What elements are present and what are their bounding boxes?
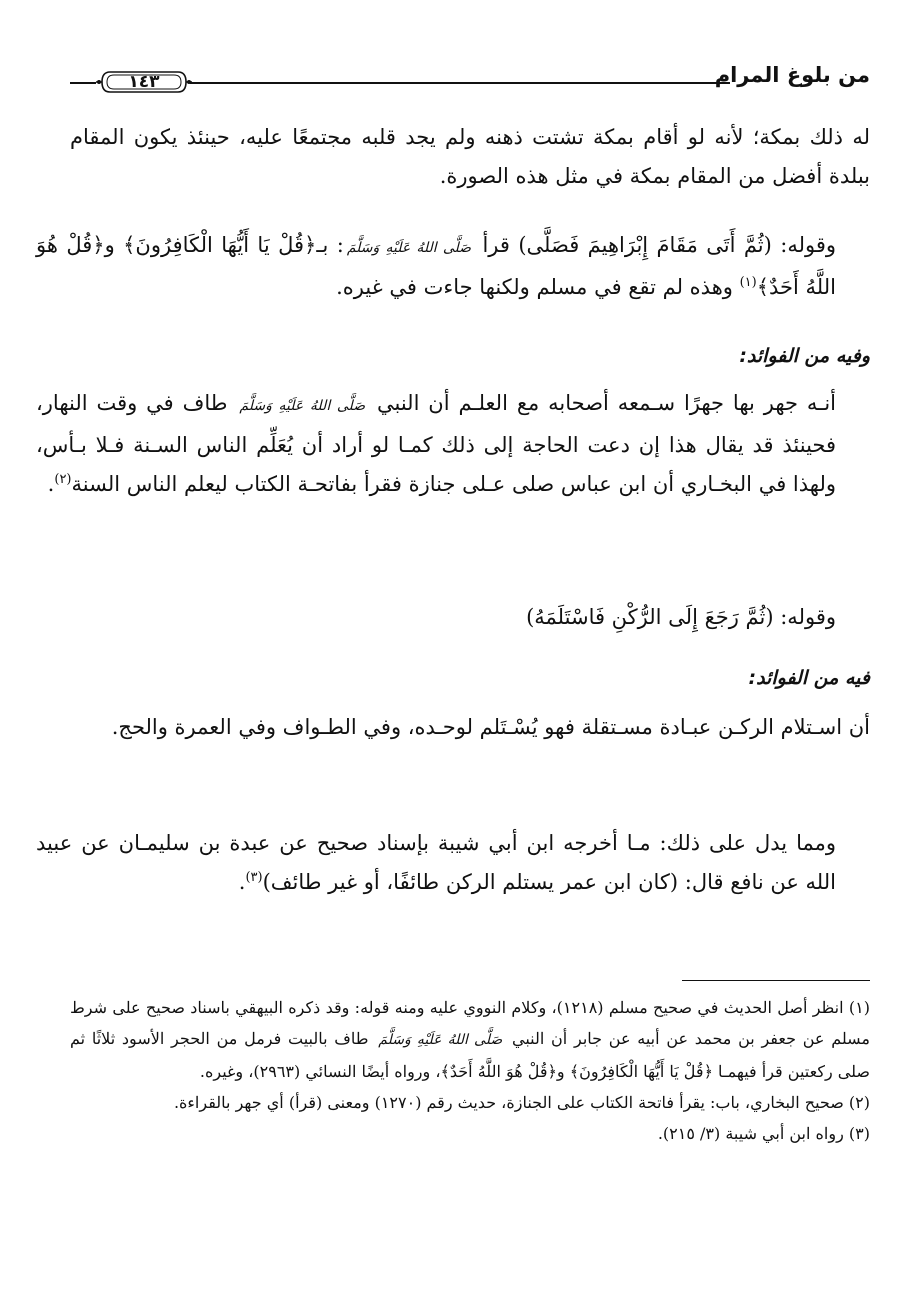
paragraph-2 [36,226,870,307]
paragraph-2-text-a: وقوله: (ثُمَّ أَتَى مَقَامَ إِبْرَاهِيمَ فَصَلَّى) قرأ [482,233,837,257]
footnote-3: (٣) رواه ابن أبي شيبة (٣/ ٢١٥). [657,1124,870,1143]
paragraph-6-text-c: . [238,870,246,894]
section-heading-benefits-2: فيه من الفوائد: [748,667,870,689]
footnote-1 [70,992,870,1087]
paragraph-3-text-a: أنـه جهر بها جهرًا سـمعه أصحابه مع العلـم أن النبي [377,391,836,415]
paragraph-3 [36,384,870,504]
footnote-ref-1[interactable]: (١) [739,275,757,290]
running-title: من بلوغ المرام [714,63,870,87]
footnote-ref-3[interactable]: (٣) [245,870,263,885]
page-number: ١٤٣ [128,72,160,92]
page-header [70,52,870,100]
book-page [36,52,871,1272]
footnotes [70,992,870,1149]
section-heading-benefits-1: وفيه من الفوائد: [739,345,870,367]
paragraph-3-text-b: طاف في وقت النهار، فحينئذ قد يقال هذا إن دعت الحاجة إلى ذلك كمـا لو أراد أن يُعَلِّم الناس السـنة فـلا بـأس، ولهذا في البخـاري أن ابن عباس صلى عـلى جنازة فقرأ بفاتحـة الكتاب ليعلم الناس السنة [36,391,836,496]
paragraph-2-text-c: وهذه لم تقع في مسلم ولكنها جاءت في غيره. [336,275,740,299]
paragraph-6 [36,824,870,902]
header-rule [190,82,730,84]
salawat-glyph: صَلَّى اللهُ عَلَيْهِ وَسَلَّمَ [239,398,366,414]
footnote-separator [682,980,870,981]
footnote-1-text-a: (١) انظر أصل الحديث في صحيح مسلم (١٢١٨)، وكلام النووي عليه ومنه قوله: وقد ذكره البيهقي باسناد صحيح على شرط مسلم عن جعفر بن محمد عن أبيه عن جابر أن النبي [70,998,871,1048]
footnote-ref-2[interactable]: (٢) [54,472,72,487]
paragraph-6-text-a: ومما يدل على ذلك: مـا أخرجه ابن أبي شيبة بإسناد صحيح عن عبدة بن سليمـان عن عبيد الله عن نافع قال: (كان ابن عمر يستلم الركن طائفًا، أو غير طائف) [36,831,836,894]
salawat-glyph: صَلَّى اللهُ عَلَيْهِ وَسَلَّمَ [346,240,472,256]
header-dash [70,82,96,84]
paragraph-3-text-c: . [47,472,55,496]
paragraph-2-text-b: : بـ﴿قُلْ يَا أَيُّهَا الْكَافِرُونَ﴾ و﴿قُلْ هُوَ اللَّهُ أَحَدٌ﴾ [36,233,836,299]
paragraph-4: وقوله: (ثُمَّ رَجَعَ إِلَى الرُّكْنِ فَاسْتَلَمَهُ) [526,605,836,629]
paragraph-5: أن اسـتلام الركـن عبـادة مسـتقلة فهو يُسْـتَلم لوحـده، وفي الطـواف وفي العمرة والحج. [111,715,870,739]
salawat-glyph: صَلَّى اللهُ عَلَيْهِ وَسَلَّمَ [378,1032,503,1048]
footnote-1-text-b: طاف بالبيت فرمل من الحجر الأسود ثلاثًا ثم صلى ركعتين قرأ فيهمـا ﴿قُلْ يَا أَيُّهَا الْكَافِرُونَ﴾ و﴿قُلْ هُوَ اللَّهُ أَحَدٌ﴾، ورواه أيضًا النسائي (٢٩٦٣)، وغيره. [70,1029,870,1081]
footnote-2: (٢) صحيح البخاري، باب: يقرأ فاتحة الكتاب على الجنازة، حديث رقم (١٢٧٠) ومعنى (قرأ) أي جهر بالقراءة. [173,1093,870,1112]
page-number-ornament [96,68,192,96]
paragraph-1: له ذلك بمكة؛ لأنه لو أقام بمكة تشتت ذهنه ولم يجد قلبه مجتمعًا عليه، حينئذ يكون المقام ببلدة أفضل من المقام بمكة في مثل هذه الصورة. [70,125,870,188]
